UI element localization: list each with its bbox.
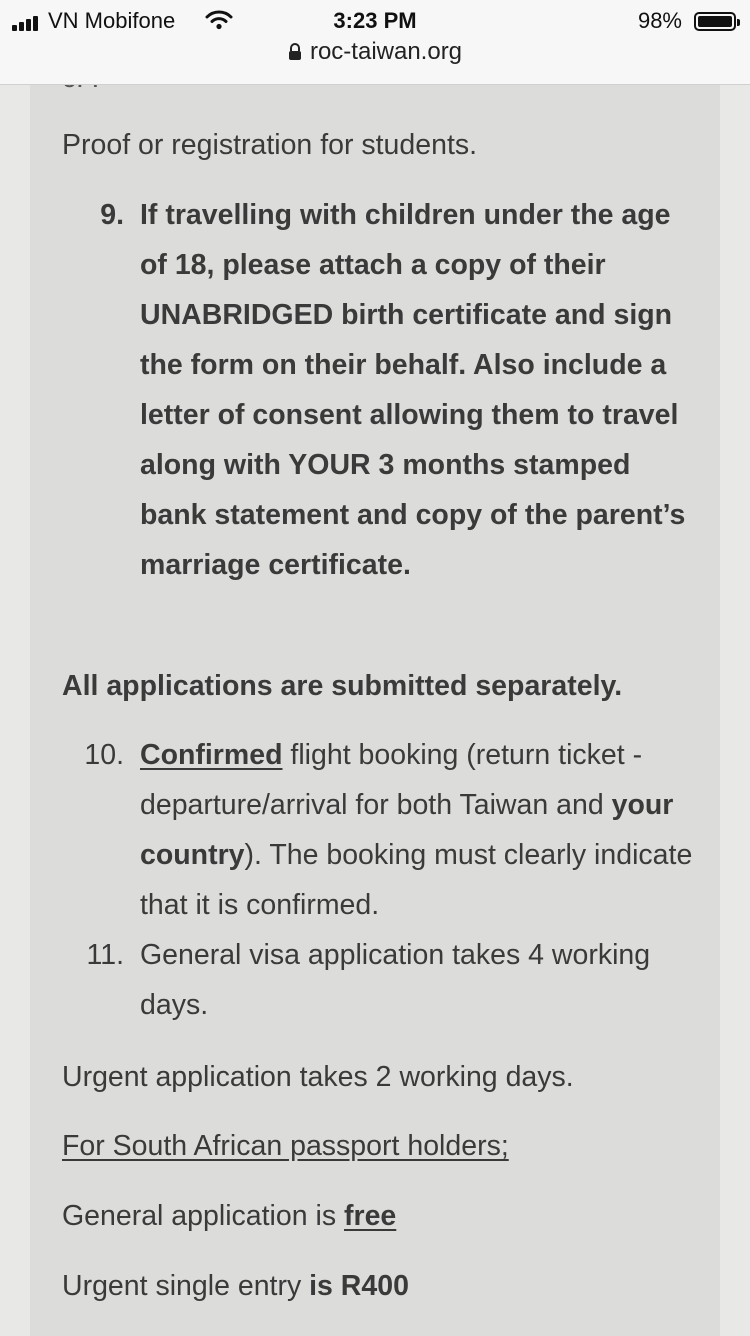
separate-note: All applications are submitted separately. (62, 670, 623, 702)
proof-line: Proof or registration for students. (62, 129, 478, 161)
confirmed-label: Confirmed (140, 739, 283, 771)
lock-icon (288, 40, 302, 68)
general-prefix: General application is (62, 1200, 344, 1232)
urgent-single-line (62, 1261, 409, 1311)
status-bar (0, 0, 750, 85)
list-items-10-11 (62, 730, 702, 1030)
item-10-text-a: flight booking (return ticket - departure/arrival for both Taiwan and (140, 739, 643, 821)
item-number: 11. (86, 939, 124, 971)
urgent-single-value: is R400 (309, 1270, 409, 1302)
clock: 3:23 PM (333, 8, 417, 33)
item-number: 10. (84, 739, 124, 771)
general-application-line (62, 1191, 396, 1241)
list-item-9 (62, 190, 702, 590)
general-value: free (344, 1200, 397, 1232)
your-country-label: your country (140, 789, 674, 871)
urgent-single-prefix: Urgent single entry (62, 1270, 310, 1302)
item-9-text: If travelling with children under the age of 18, please attach a copy of their UNABRIDGED birth certificate and sign the form on their behalf. Also include a letter of consent allowing them to travel along with YOUR 3 months stamped bank statement and copy of the parent’s marriage certificate. (140, 199, 686, 581)
item-10-text-b: ). The booking must clearly indicate that it is confirmed. (140, 839, 693, 921)
battery-percent: 98% (637, 8, 682, 33)
item-number: 9. (100, 199, 124, 231)
url-text: roc-taiwan.org (309, 38, 463, 65)
carrier-name: VN Mobifone (48, 8, 176, 33)
battery-icon (694, 12, 736, 31)
url-bar[interactable] (0, 38, 750, 68)
list-item-11 (62, 930, 702, 1030)
urgent-line: Urgent application takes 2 working days. (62, 1061, 574, 1093)
list-item-10 (62, 730, 702, 930)
item-11-text: General visa application takes 4 working days. (140, 939, 651, 1021)
sa-passport-heading: For South African passport holders; (62, 1130, 509, 1162)
